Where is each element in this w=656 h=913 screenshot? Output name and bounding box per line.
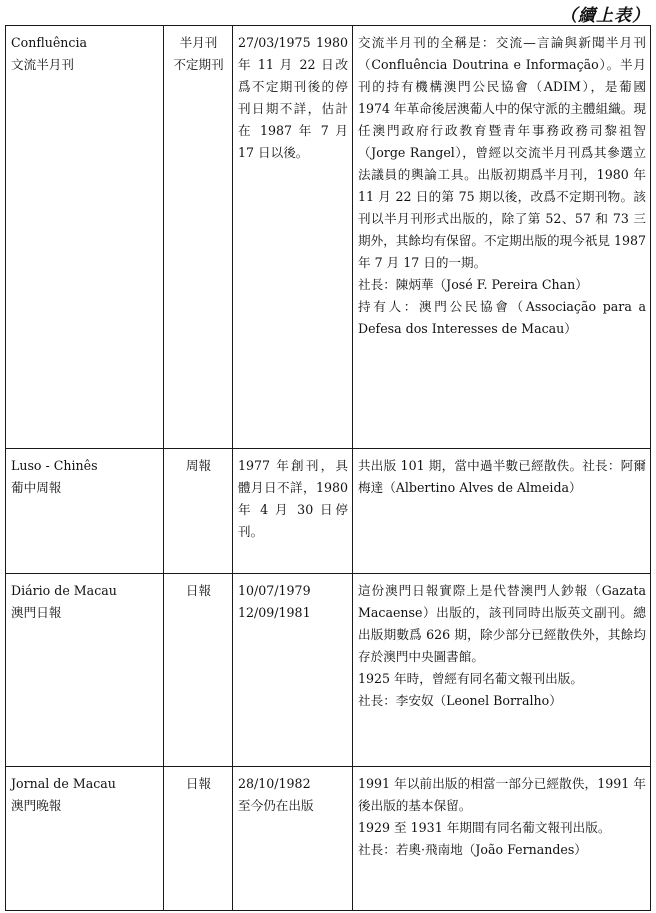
start-date: 28/10/1982 — [238, 776, 311, 791]
dates-text: 1977 年創刊，具體月日不詳，1980 年 4 月 30 日停刊。 — [238, 458, 348, 539]
name-chinese: 澳門日報 — [11, 605, 62, 620]
continued-label: （續上表） — [560, 6, 650, 26]
name-portuguese: Confluência — [11, 35, 87, 50]
notes-description: 共出版 101 期，當中過半數已經散佚。社長：阿爾梅達（Albertino Alves de Almeida） — [358, 458, 646, 495]
notes-cell — [353, 26, 651, 449]
notes-cell — [353, 574, 651, 767]
frequency-cell — [164, 449, 233, 574]
dates-cell — [233, 26, 353, 449]
name-cell — [6, 26, 164, 449]
notes-description: 1991 年以前出版的相當一部分已經散佚，1991 年後出版的基本保留。 — [358, 776, 646, 813]
dates-text: 27/03/1975 1980 年 11 月 22 日改爲不定期刊後的停刊日期不詳，估計在 1987 年 7 月 17 日以後。 — [238, 35, 348, 160]
name-cell — [6, 449, 164, 574]
notes-director: 社長：陳炳華（José F. Pereira Chan） — [358, 277, 588, 292]
end-date: 12/09/1981 — [238, 605, 311, 620]
name-chinese: 澳門晚報 — [11, 798, 62, 813]
frequency-label: 半月刊 — [179, 35, 218, 50]
table-row — [6, 449, 651, 574]
notes-history: 1929 至 1931 年期間有同名葡文報刊出版。 — [358, 820, 611, 835]
frequency-cell — [164, 767, 233, 911]
frequency-cell — [164, 574, 233, 767]
notes-cell — [353, 449, 651, 574]
name-portuguese: Jornal de Macau — [11, 776, 116, 791]
name-chinese: 葡中周報 — [11, 480, 62, 495]
table-row — [6, 26, 651, 449]
notes-history: 1925 年時，曾經有同名葡文報刊出版。 — [358, 671, 583, 686]
notes-owner: 持有人：澳門公民協會（Associação para a Defesa dos Interesses de Macau） — [358, 299, 646, 336]
name-chinese: 文流半月刊 — [11, 57, 74, 72]
notes-description: 這份澳門日報實際上是代替澳門人鈔報（Gazata Macaense）出版的，該刊同時出版英文副刊。總出版期數爲 626 期，除少部分已經散佚外，其餘均存於澳門中央圖書館。 — [358, 583, 646, 664]
table-row — [6, 767, 651, 911]
name-portuguese: Luso - Chinês — [11, 458, 98, 473]
frequency-label-secondary: 不定期刊 — [173, 57, 224, 72]
notes-cell — [353, 767, 651, 911]
name-cell — [6, 767, 164, 911]
frequency-label: 日報 — [185, 776, 212, 791]
notes-director: 社長：李安奴（Leonel Borralho） — [358, 693, 562, 708]
status-text: 至今仍在出版 — [238, 798, 314, 813]
dates-cell — [233, 767, 353, 911]
notes-description: 交流半月刊的全稱是：交流—言論與新聞半月刊（Confluência Doutrina e Informação）。半月刊的持有機構澳門公民協會（ADIM），是葡國 1974 年革命後居澳葡人中的保守派的主體組織。現任澳門政府行政教育暨青年事務政務司黎祖智（Jorge Rangel），曾經以交流半月刊爲其參選立法議員的輿論工具。出版初期爲半月刊，1980 年 11 月 22 日的第 75 期以後，改爲不定期刊物。該刊以半月刊形式出版的，除了第 52、57 和 73 三期外，其餘均有保留。不定期出版的現今祇見 1987 年 7 月 17 日的一期。 — [358, 35, 646, 270]
start-date: 10/07/1979 — [238, 583, 311, 598]
newspaper-table — [5, 25, 651, 911]
name-cell — [6, 574, 164, 767]
dates-cell — [233, 574, 353, 767]
dates-cell — [233, 449, 353, 574]
frequency-label: 日報 — [185, 583, 212, 598]
name-portuguese: Diário de Macau — [11, 583, 117, 598]
frequency-cell — [164, 26, 233, 449]
table-row — [6, 574, 651, 767]
notes-director: 社長：若奧·飛南地（João Fernandes） — [358, 842, 587, 857]
frequency-label: 周報 — [185, 458, 212, 473]
